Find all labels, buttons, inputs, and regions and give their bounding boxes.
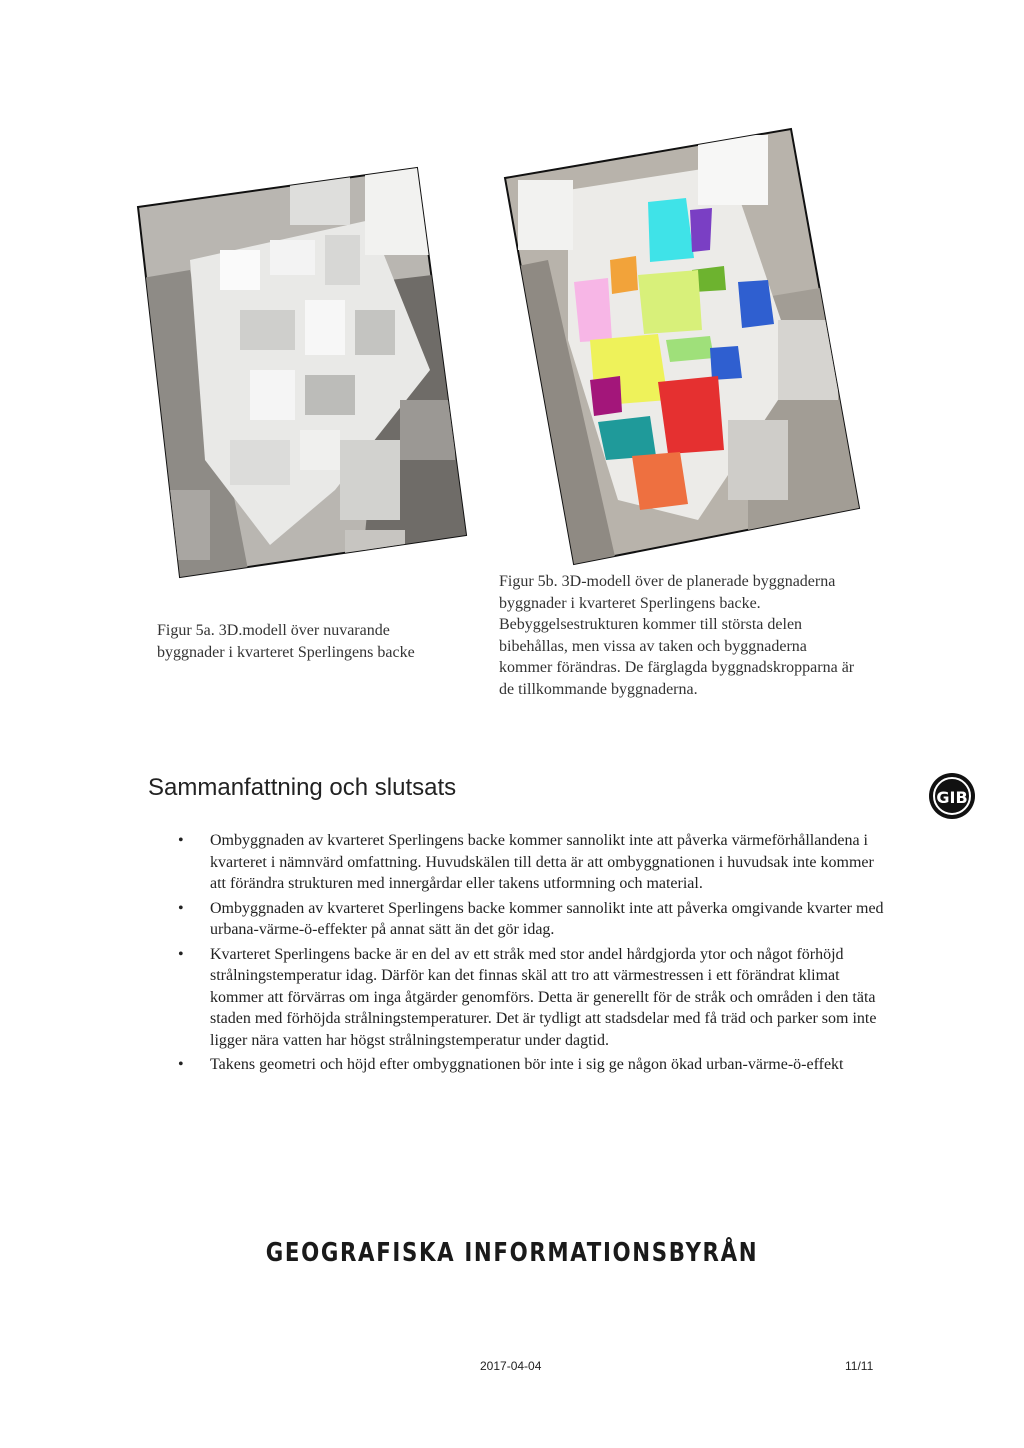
bullet-icon: • [178,832,184,849]
list-item: • Ombyggnaden av kvarteret Sperlingens backe kommer sannolikt inte att påverka värmeförhållandena i kvarteret i nämnvärd omfattning. Huvudskälen till detta är att ombyggnationen i huvudsak inte kommer att förändra strukturen med innergårdar eller takens utformning och material. [178,832,874,892]
footer-page-number: 11/11 [845,1359,874,1373]
footer-date: 2017-04-04 [480,1359,542,1373]
gib-logo-icon [928,772,976,820]
svg-text:GIB: GIB [936,788,968,807]
section-heading: Sammanfattning och slutsats [148,774,457,801]
company-brand-name: GEOGRAFISKA INFORMATIONSBYRÅN [265,1238,759,1268]
list-item: • Kvarteret Sperlingens backe är en del av ett stråk med stor andel hårdgjorda ytor och något förhöjd strålningstemperatur idag. Därför kan det finnas skäl att tro att värmestressen i ett förändrat klimat kommer att förvärras om inga åtgärder genomförs. Detta är generellt för de stråk och områden i den täta staden med förhöjda strålningstemperaturer. Det är tydligt att stadsdelar med få träd och parker som inte ligger nära vatten har högst strålningstemperatur under dagtid. [178,945,877,1049]
list-item: • Ombyggnaden av kvarteret Sperlingens backe kommer sannolikt inte att påverka omgivande kvarter med urbana-värme-ö-effekter på annat sätt än det gör idag. [178,899,884,938]
list-item: • Takens geometri och höjd efter ombyggnationen bör inte i sig ge någon ökad urban-värme-ö-effekt [170,1054,885,1076]
bullet-icon: • [178,899,184,917]
figure-5a-caption: Figur 5a. 3D.modell över nuvarande byggnader i kvarteret Sperlingens backe [157,622,415,661]
bullet-icon: • [178,1056,184,1073]
figure-5a-image [130,160,475,585]
summary-bullet-list [170,830,885,1079]
figure-5b-image [498,120,868,570]
bullet-icon: • [178,945,184,963]
figure-5b-caption: Figur 5b. 3D-modell över de planerade byggnaderna byggnader i kvarteret Sperlingens backe. Bebyggelsestrukturen kommer till största delen bibehållas, men vissa av taken och byggnaderna kommer förändras. De färglagda byggnadskropparna är de tillkommande byggnaderna. [499,573,855,698]
